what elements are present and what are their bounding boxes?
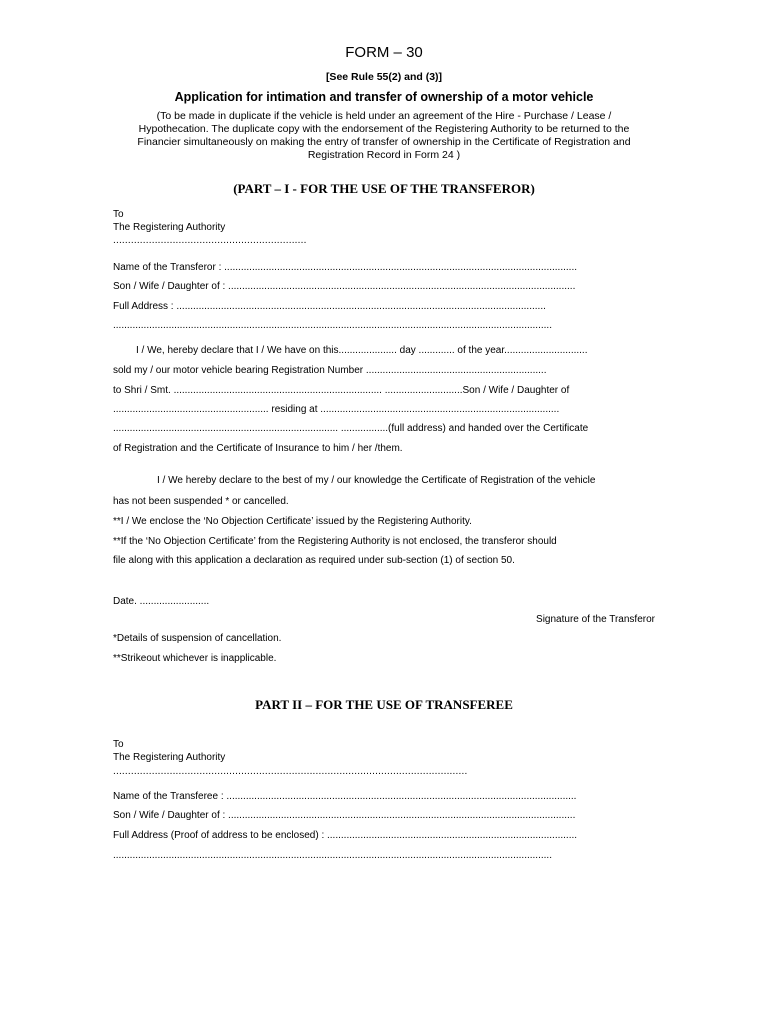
form-number: FORM – 30 bbox=[345, 44, 423, 61]
note-line: (To be made in duplicate if the vehicle is held under an agreement of the Hire - Purchase / Lease / bbox=[156, 110, 612, 122]
declaration2-line: has not been suspended * or cancelled. bbox=[113, 496, 289, 507]
declaration-line: ........................................................ residing at ...................................................................................... bbox=[113, 404, 560, 415]
declaration-line: I / We, hereby declare that I / We have on this..................... day ............. of the year.............................. bbox=[136, 345, 588, 356]
part1-authority-field[interactable]: ................................................................. bbox=[113, 235, 307, 246]
transferee-name-field[interactable]: Name of the Transferee : .............................................................................................................................. bbox=[113, 791, 577, 802]
transferee-address-field[interactable]: Full Address (Proof of address to be enclosed) : .......................................................................................... bbox=[113, 830, 578, 841]
transferee-relation-field[interactable]: Son / Wife / Daughter of : ............................................................................................................................. bbox=[113, 810, 576, 821]
instruction-note bbox=[0, 110, 768, 162]
transferor-relation-field[interactable]: Son / Wife / Daughter of : ............................................................................................................................. bbox=[113, 281, 576, 292]
part2-authority: The Registering Authority bbox=[113, 752, 226, 763]
part1-heading: (PART – I - FOR THE USE OF THE TRANSFEROR) bbox=[233, 181, 535, 196]
transferee-address-field-2[interactable]: .............................................................................................................................................................. bbox=[113, 850, 552, 861]
declaration2-line: I / We hereby declare to the best of my / our knowledge the Certificate of Registration of the vehicle bbox=[157, 475, 596, 486]
part2-to: To bbox=[113, 739, 124, 750]
rule-reference: [See Rule 55(2) and (3)] bbox=[325, 71, 443, 83]
declaration-line: sold my / our motor vehicle bearing Registration Number ................................................................. bbox=[113, 365, 547, 376]
transferor-address-field[interactable]: Full Address : ..................................................................................................................................... bbox=[113, 301, 546, 312]
note-line: Financier simultaneously on making the entry of transfer of ownership in the Certificate of Registration and bbox=[137, 136, 631, 148]
transferor-signature-label: Signature of the Transferor bbox=[536, 614, 655, 625]
part2-heading: PART II – FOR THE USE OF TRANSFEREE bbox=[255, 697, 513, 712]
transferor-name-field[interactable]: Name of the Transferor : ............................................................................................................................... bbox=[113, 262, 578, 273]
footnote: *Details of suspension of cancellation. bbox=[113, 633, 282, 644]
note-line: Hypothecation. The duplicate copy with the endorsement of the Registering Authority to be returned to the bbox=[138, 123, 630, 135]
transferor-address-field-2[interactable]: .............................................................................................................................................................. bbox=[113, 320, 552, 331]
part2-authority-field[interactable]: ....................................................................................................................... bbox=[113, 766, 468, 777]
declaration-line: ................................................................................. .................(full address) and handed over the Certificate bbox=[113, 423, 589, 434]
date-field[interactable]: Date. ......................... bbox=[113, 596, 210, 607]
declaration-line: of Registration and the Certificate of Insurance to him / her /them. bbox=[113, 443, 403, 454]
footnote: **Strikeout whichever is inapplicable. bbox=[113, 653, 277, 664]
noc-not-enclosed-line: **If the ‘No Objection Certificate’ from the Registering Authority is not enclosed, the transferor should bbox=[113, 536, 557, 547]
noc-not-enclosed-line: file along with this application a declaration as required under sub-section (1) of section 50. bbox=[113, 555, 515, 566]
application-title: Application for intimation and transfer of ownership of a motor vehicle bbox=[174, 90, 594, 104]
part1-authority: The Registering Authority bbox=[113, 222, 226, 233]
part1-to: To bbox=[113, 209, 124, 220]
enclose-noc-line: **I / We enclose the ‘No Objection Certificate’ issued by the Registering Authority. bbox=[113, 516, 472, 527]
declaration-line: to Shri / Smt. ........................................................................... ............................Son / Wife / Daughter of bbox=[113, 385, 570, 396]
note-line: Registration Record in Form 24 ) bbox=[307, 149, 461, 161]
